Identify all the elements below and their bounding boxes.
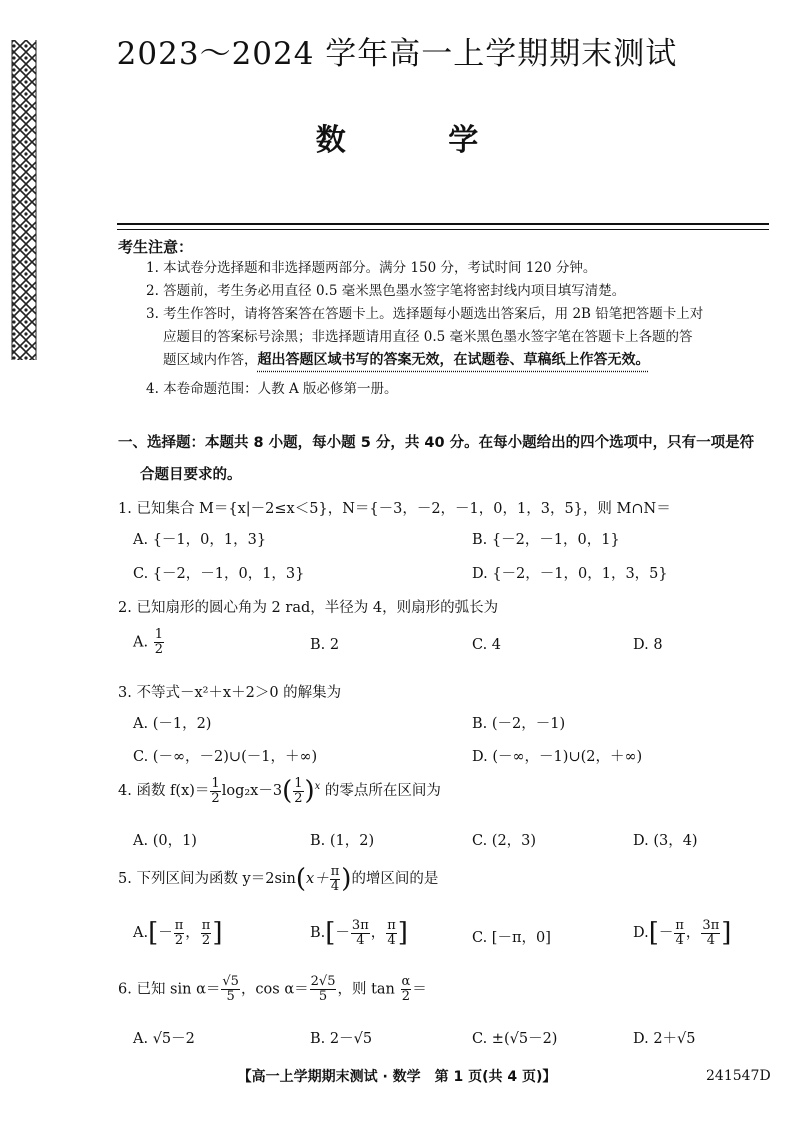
q5-b-bracket-close: ]	[397, 918, 408, 948]
q5-b-f1-num: 3π	[351, 917, 369, 933]
q5-pi-num: π	[330, 863, 340, 879]
q5-b-f1	[351, 919, 370, 948]
q5-a-label: A.	[133, 925, 149, 941]
q4-fraction-1	[210, 777, 220, 806]
q2-option-c: C. 4	[472, 637, 502, 653]
notice-item-4: 4. 本卷命题范围：人教 A 版必修第一册。	[146, 381, 398, 397]
q6-sin-num: √5	[222, 974, 239, 989]
q5-a-bracket-open: [	[148, 918, 159, 948]
q5-d-f2-den: 4	[706, 932, 715, 948]
q6-sin-fraction	[221, 975, 240, 1004]
q5-a-f1	[174, 919, 185, 948]
q3-option-c: C. (－∞，－2)∪(－1，＋∞)	[133, 749, 318, 765]
q5-d-f1-num: π	[675, 917, 684, 933]
q2-a-num: 1	[154, 627, 163, 642]
q6-stem-d: ＝	[412, 981, 427, 998]
q5-d-bracket-close: ]	[721, 918, 732, 948]
q5-b-bracket-open: [	[325, 918, 336, 948]
q2-option-a-fraction	[154, 628, 164, 657]
q5-b-f2-den: 4	[387, 932, 396, 948]
q5-paren-open: (	[295, 864, 307, 894]
question-2-stem: 2. 已知扇形的圆心角为 2 rad，半径为 4，则扇形的弧长为	[118, 600, 499, 616]
notice-emphasis: 超出答题区域书写的答案无效，在试题卷、草稿纸上作答无效。	[257, 352, 650, 368]
notice-item-3-end-text: 题区域内作答，	[163, 352, 258, 368]
q6-cos-num: 2√5	[310, 974, 336, 989]
section-heading-line1: 一、选择题：本题共 8 小题，每小题 5 分，共 40 分。在每小题给出的四个选项中，只有一项是符	[118, 435, 755, 451]
q4-fraction-2	[293, 777, 303, 806]
q2-a-den: 2	[154, 642, 163, 657]
q3-option-d: D. (－∞，－1)∪(2，＋∞)	[472, 749, 643, 765]
q5-stem-x: x＋	[306, 871, 329, 887]
q5-d-bracket-open: [	[648, 918, 659, 948]
q6-option-b: B. 2－√5	[310, 1031, 373, 1047]
q5-option-b: B.[－ $\frac{3\pi}{4}$ ， $\frac{\pi}{4}$ ]	[310, 917, 408, 948]
header-rule-thick	[117, 223, 769, 225]
q4-option-b: B. (1，2)	[310, 833, 375, 849]
q2-option-a	[133, 628, 165, 657]
q5-pi-den: 4	[330, 878, 340, 894]
q4-exponent: x	[314, 781, 321, 793]
q3-option-a: A. (－1，2)	[133, 716, 212, 732]
q6-option-d: D. 2＋√5	[633, 1031, 696, 1047]
section-heading	[118, 430, 754, 489]
q6-option-c: C. ±(√5－2)	[472, 1031, 558, 1047]
notice-item-1: 1. 本试卷分选择题和非选择题两部分。满分 150 分，考试时间 120 分钟。	[146, 260, 597, 276]
q4-f2-num: 1	[294, 775, 303, 791]
q4-stem-c: 的零点所在区间为	[324, 783, 441, 799]
q4-stem-a: 4. 函数 f(x)＝	[118, 783, 210, 799]
q5-paren-close: )	[341, 864, 352, 894]
q5-a-f1-den: 2	[174, 932, 184, 948]
subject-title: 数 学	[315, 123, 525, 158]
q5-option-c: C. [－π，0]	[472, 930, 551, 946]
q4-f2-den: 2	[294, 790, 303, 806]
q1-option-a: A. {－1，0，1，3}	[133, 532, 267, 548]
q6-sin-den: 5	[226, 989, 235, 1004]
q5-d-f1-den: 4	[675, 932, 684, 948]
q4-option-c: C. (2，3)	[472, 833, 537, 849]
binding-pattern	[8, 40, 42, 360]
q1-option-d: D. {－2，－1，0，1，3，5}	[472, 566, 668, 582]
q3-option-b: B. (－2，－1)	[472, 716, 566, 732]
q5-b-f1-den: 4	[356, 932, 365, 948]
q4-option-d: D. (3，4)	[633, 833, 698, 849]
q5-a-f2	[201, 919, 212, 948]
q2-option-b: B. 2	[310, 637, 340, 653]
q5-d-label: D.	[633, 925, 649, 941]
q1-option-b: B. {－2，－1，0，1}	[472, 532, 620, 548]
q5-stem-b: 的增区间的是	[351, 871, 439, 887]
q4-paren-close: )	[304, 776, 315, 806]
q6-cos-fraction	[310, 975, 337, 1004]
q5-a-bracket-close: ]	[212, 918, 223, 948]
q5-b-f2	[386, 919, 397, 948]
q4-paren-open: (	[282, 776, 293, 806]
header-rule-thin	[117, 229, 769, 230]
q4-option-a: A. (0，1)	[133, 833, 197, 849]
q5-pi-fraction	[330, 865, 341, 894]
notice-item-2: 2. 答题前，考生务必用直径 0.5 毫米黑色墨水签字笔将密封线内项目填写清楚。	[146, 283, 626, 299]
section-heading-line2: 合题目要求的。	[140, 467, 242, 483]
question-6-stem	[118, 975, 427, 1004]
q1-option-c: C. {－2，－1，0，1，3}	[133, 566, 305, 582]
q5-b-f2-num: π	[387, 917, 396, 933]
q5-d-f2-num: 3π	[702, 917, 720, 933]
q5-a-f1-num: π	[174, 917, 184, 933]
q6-option-a: A. √5－2	[133, 1031, 195, 1047]
question-4-stem	[118, 776, 441, 806]
exam-code: 241547D	[706, 1068, 771, 1084]
q5-option-a: A.[－ $\frac{\pi}{2}$ ， $\frac{\pi}{2}$ ]	[133, 917, 223, 948]
q6-tan-num: α	[401, 974, 411, 989]
page-footer: 【高一上学期期末测试 · 数学 第 1 页(共 4 页)】	[237, 1069, 557, 1085]
q5-b-label: B.	[310, 925, 326, 941]
q5-d-f2	[701, 919, 720, 948]
notice-item-3: 3. 考生作答时，请将答案答在答题卡上。选择题每小题选出答案后，用 2B 铅笔把答题卡上对	[146, 306, 704, 322]
q5-d-f1	[674, 919, 685, 948]
notice-item-3-cont: 应题目的答案标号涂黑；非选择题请用直径 0.5 毫米黑色墨水签字笔在答题卡上各题的答	[163, 329, 693, 345]
q5-a-f2-num: π	[201, 917, 211, 933]
question-5-stem	[118, 864, 438, 894]
q4-f1-den: 2	[211, 790, 220, 806]
q5-stem-a: 5. 下列区间为函数 y＝2sin	[118, 871, 296, 887]
q5-a-f2-den: 2	[201, 932, 211, 948]
q4-f1-num: 1	[211, 775, 220, 791]
q2-option-a-label: A.	[133, 634, 149, 651]
q6-cos-den: 5	[318, 989, 328, 1004]
q6-stem-b: ，cos α＝	[240, 981, 309, 998]
q6-tan-den: 2	[401, 989, 411, 1004]
q4-stem-b: log₂x－3	[221, 783, 283, 799]
question-3-stem: 3. 不等式－x²＋x＋2＞0 的解集为	[118, 685, 342, 701]
q6-stem-c: ，则 tan	[337, 981, 395, 998]
q2-option-d: D. 8	[633, 637, 663, 653]
question-1-stem: 1. 已知集合 M＝{x|－2≤x＜5}，N＝{－3，－2，－1，0，1，3，5}，则 M∩N＝	[118, 501, 671, 517]
q6-stem-a: 6. 已知 sin α＝	[118, 981, 221, 998]
notice-heading: 考生注意：	[118, 238, 194, 256]
q6-tan-fraction	[401, 975, 412, 1004]
exam-title: 2023～2024 学年高一上学期期末测试	[116, 36, 678, 72]
q5-option-d: D.[－ $\frac{\pi}{4}$ ， $\frac{3\pi}{4}$ ]	[633, 917, 732, 948]
notice-item-3-end	[163, 349, 650, 372]
